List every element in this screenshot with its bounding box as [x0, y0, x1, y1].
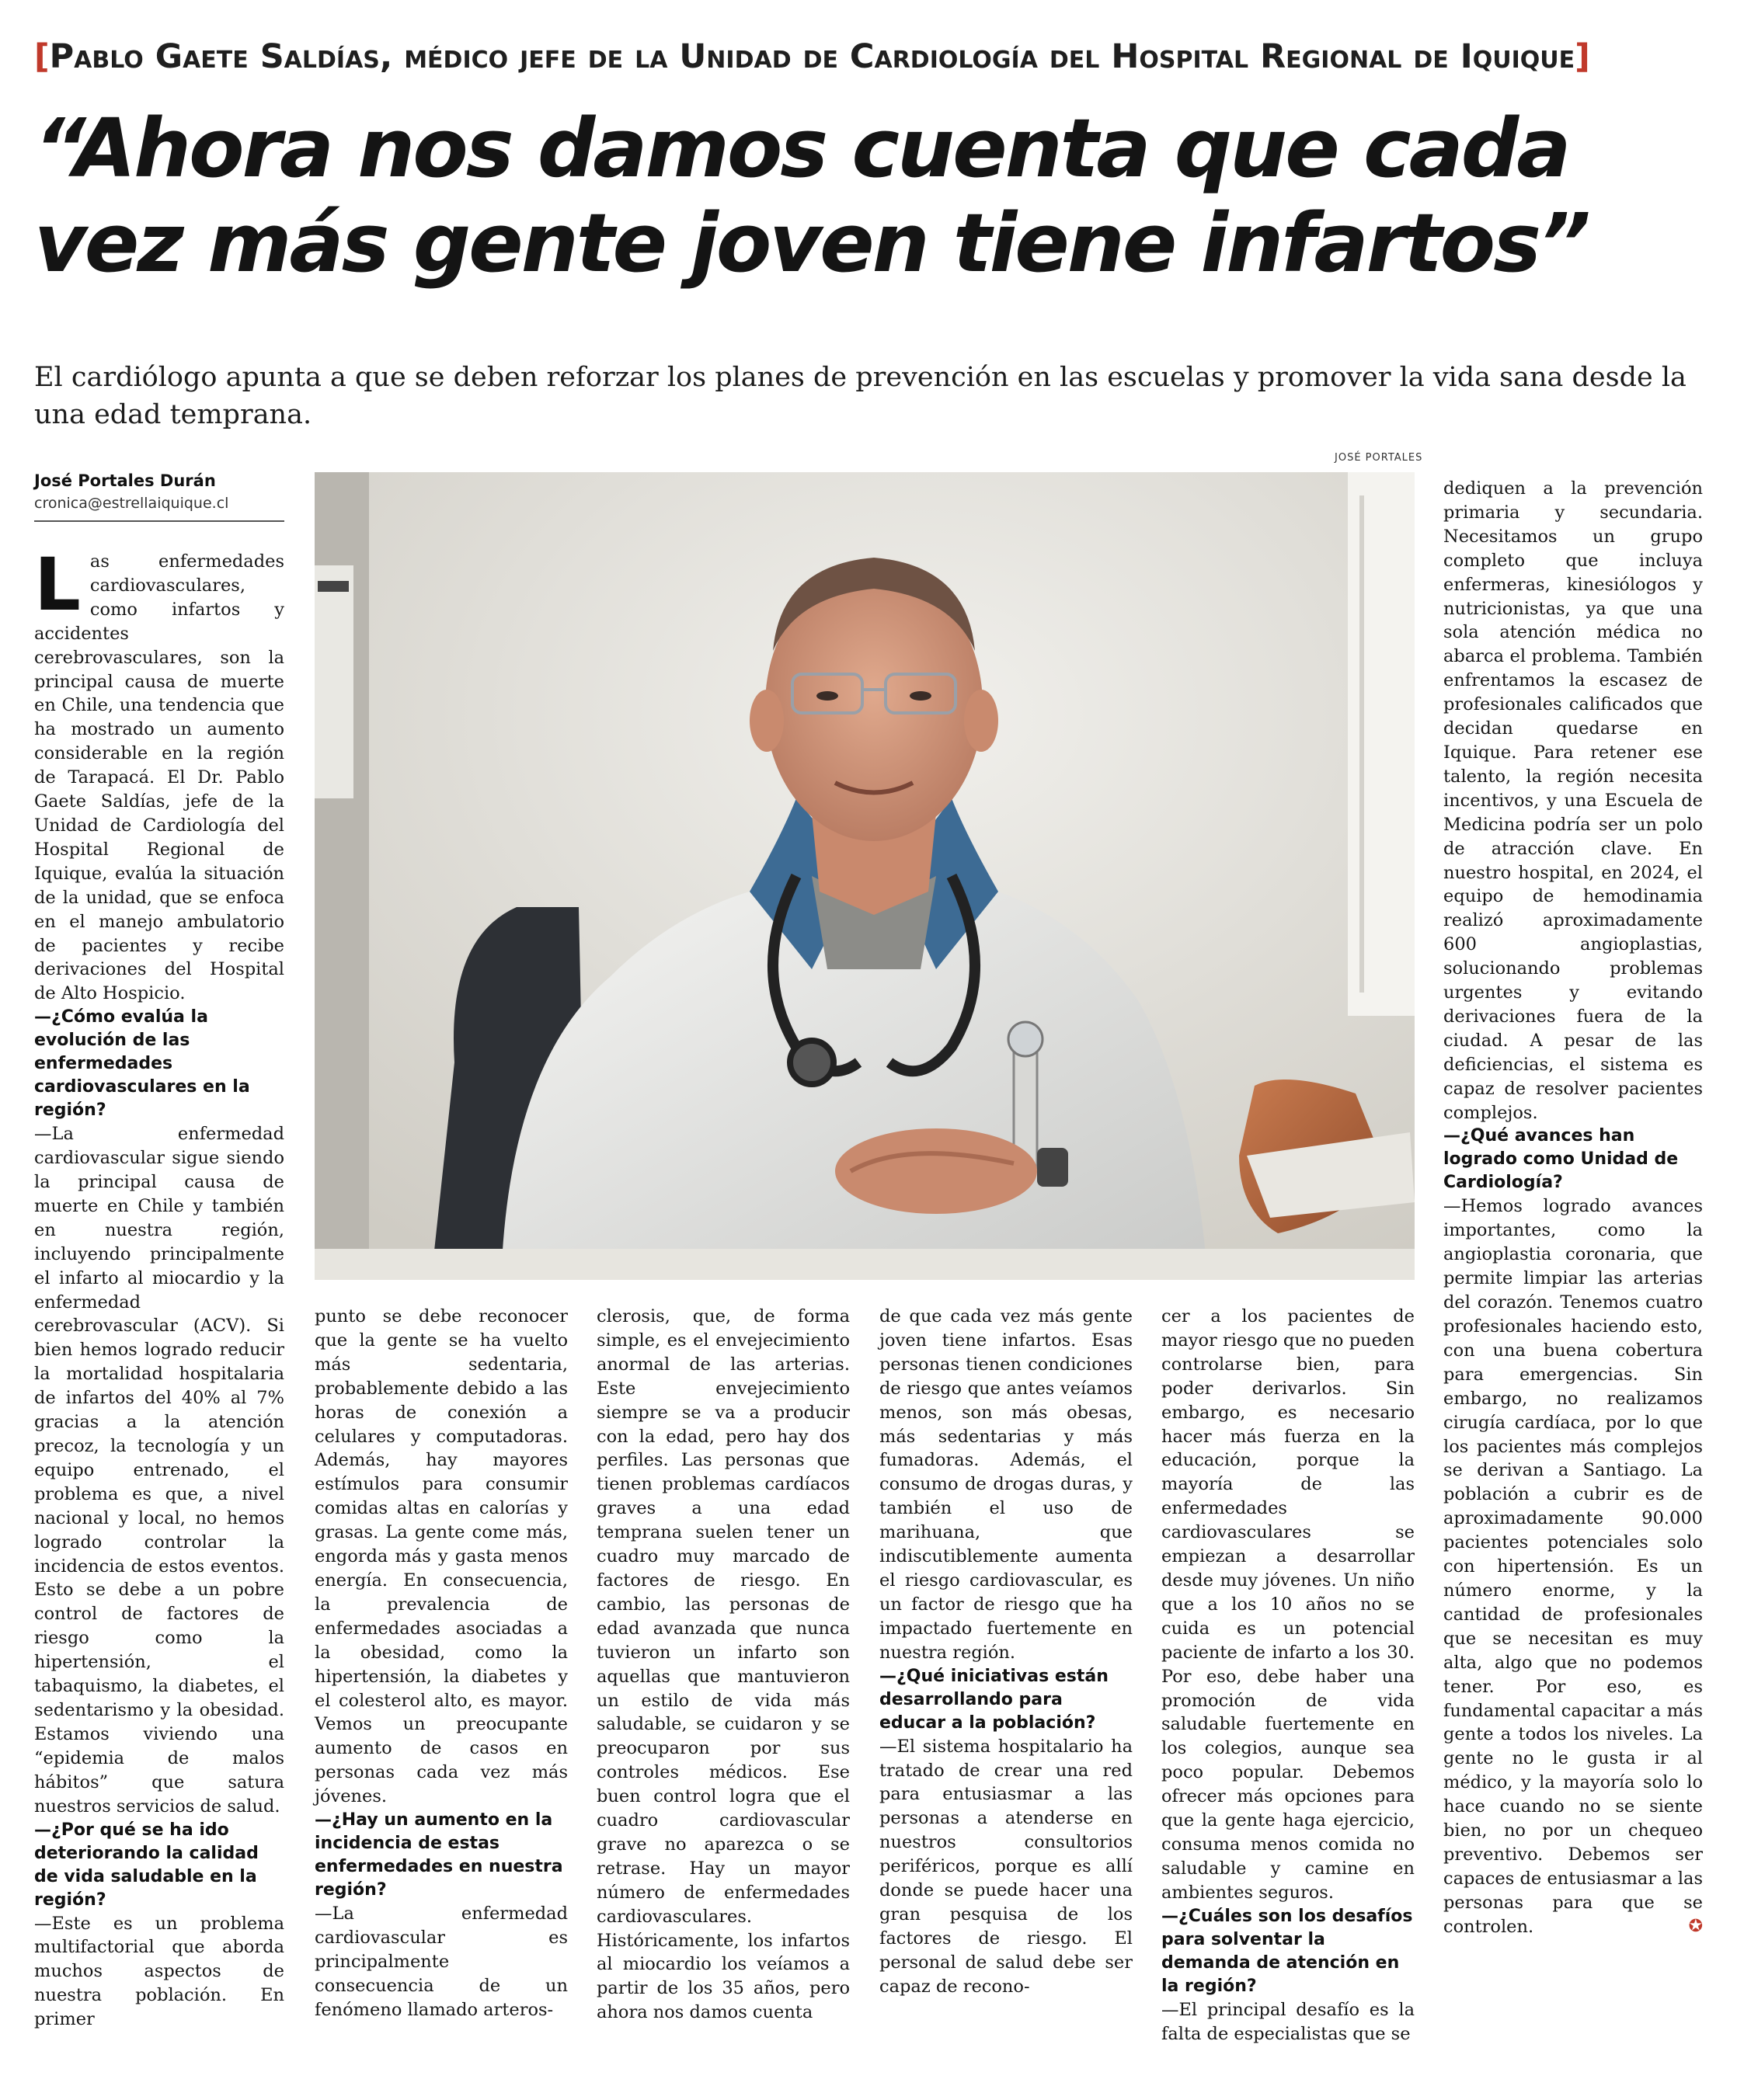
answer-5-start: —El principal desafío es la falta de especialistas que se: [1161, 1999, 1415, 2044]
column-6-text: dediquen a la prevención primaria y secundaria. Necesitamos un grupo completo que incluya enfermeras, kinesiólogos y nutricionistas, ya que una sola atención médica no abarca el problema. También enfrentamos la escasez de profesionales calificados que decidan quedarse en Iquique. Para retener ese talento, la región necesita incentivos, y una Escuela de Medicina podría ser un polo de atracción clave. En nuestro hospital, en 2024, el equipo de hemodinamia realizó aproximadamente 600 angioplastias, solucionando problemas urgentes y evitando derivaciones fuera de la ciudad. A pesar de las deficiencias, el sistema es capaz de resolver pacientes complejos.: [1443, 478, 1703, 1123]
lead-text: as enfermedades cardiovasculares, como infartos y accidentes cerebrovasculares, son la principal causa de muerte en Chile, una tendencia que ha mostrado un aumento considerable en la región de Tarapacá. El Dr. Pablo Gaete Saldías, jefe de la Unidad de Cardiología del Hospital Regional de Iquique, evalúa la situación de la unidad, que se enfoca en el manejo ambulatorio de pacientes y recibe derivaciones del Hospital de Alto Hospicio.: [34, 551, 284, 1004]
column-6: [1443, 477, 1703, 1939]
answer-2-start: —Este es un problema multifactorial que aborda muchos aspectos de nuestra población. En primer: [34, 1913, 284, 2030]
question-4: —¿Qué iniciativas están desarrollando para educar a la población?: [879, 1666, 1109, 1733]
doctor-portrait-image: [315, 472, 1415, 1280]
byline: [34, 469, 284, 522]
column-2-text: punto se debe reconocer que la gente se ha vuelto más sedentaria, probablemente debido a las horas de conexión a celulares y computadoras. Además, hay mayores estímulos para consumir comidas altas en calorías y grasas. La gente come más, engorda más y gasta menos energía. En consecuencia, la prevalencia de enfermedades asociadas a la obesidad, como la hipertensión, la diabetes y el colesterol alto, es mayor. Vemos un preocupante aumento de casos en personas cada vez más jóvenes.: [315, 1306, 568, 1807]
answer-1: —La enfermedad cardiovascular sigue siendo la principal causa de muerte en Chile y también en nuestra región, incluyendo principalmente el infarto al miocardio y la enfermedad cerebrovascular (ACV). Si bien hemos logrado reducir la mortalidad hospitalaria de infartos del 40% al 7% gracias a la atención precoz, la tecnología y un equipo entrenado, el problema es que, a nivel nacional y local, no hemos logrado controlar la incidencia de estos eventos. Esto se debe a un pobre control de factores de riesgo como la hipertensión, el tabaquismo, la diabetes, el sedentarismo y la obesidad. Estamos viviendo una “epidemia de malos hábitos” que satura nuestros servicios de salud.: [34, 1124, 284, 1817]
answer-6: [1443, 1194, 1703, 1938]
answer-6-text: —Hemos logrado avances importantes, como la angioplastia coronaria, que permite limpiar las arterias del corazón. Tenemos cuatro profesionales haciendo esto, con una buena cobertura para emergencias. Sin embargo, no realizamos cirugía cardíaca, por lo que los pacientes más complejos se derivan a Santiago. La población a cubrir es de aproximadamente 90.000 pacientes potenciales solo con hipertensión. Es un número enorme, y la cantidad de profesionales que se necesitan es muy alta, algo que no podemos tener. Por eso, es fundamental capacitar a más gente a todos los niveles. La gente no le gusta ir al médico, y la mayoría solo lo hace cuando no se siente bien, no por un chequeo preventivo. Debemos ser capaces de entusiasmar a las personas para que se controlen.: [1443, 1196, 1703, 1937]
doctor-photo: [315, 472, 1415, 1280]
column-2: [315, 1305, 568, 2022]
author-name: José Portales Durán: [34, 471, 216, 490]
question-1: —¿Cómo evalúa la evolución de las enfermedades cardiovasculares en la región?: [34, 1007, 250, 1121]
column-4-text: de que cada vez más gente joven tiene infartos. Esas personas tienen condiciones de riesgo que antes veíamos menos, son más obesas, más sedentarias y más fumadoras. Además, el consumo de drogas duras, y también el uso de marihuana, que indiscutiblemente aumenta el riesgo cardiovascular, es un factor de riesgo que ha impactado fuertemente en nuestra región.: [879, 1306, 1133, 1663]
question-5: —¿Cuáles son los desafíos para solventar la demanda de atención en la región?: [1161, 1906, 1413, 1996]
dropcap: L: [34, 543, 81, 628]
answer-3-start: —La enfermedad cardiovascular es principalmente consecuencia de un fenómeno llamado arteros-: [315, 1904, 568, 2020]
headline: “Ahora nos damos cuenta que cada vez más gente joven tiene infartos”: [34, 101, 1589, 290]
end-mark-icon: ✪: [1688, 1916, 1703, 1936]
answer-4-start: —El sistema hospitalario ha tratado de crear una red para entusiasmar a las personas a atenderse en nuestros consultorios periféricos, porque es allí donde se puede hacer una gran pesquisa de los factores de riesgo. El personal de salud debe ser capaz de recono-: [879, 1736, 1133, 1997]
lead-paragraph: [34, 543, 284, 1006]
column-4: [879, 1305, 1133, 1999]
subheadline: El cardiólogo apunta a que se deben reforzar los planes de prevención en las escuelas y promover la vida sana desde la una edad temprana.: [34, 362, 1687, 430]
kicker-text: Pablo Gaete Saldías, médico jefe de la Unidad de Cardiología del Hospital Regional de Iquique: [49, 37, 1575, 76]
question-6: —¿Qué avances han logrado como Unidad de Cardiología?: [1443, 1126, 1679, 1193]
author-email: cronica@estrellaiquique.cl: [34, 495, 229, 512]
column-1: [34, 543, 284, 2032]
column-3-text: clerosis, que, de forma simple, es el envejecimiento anormal de las arterias. Este envejecimiento siempre se va a producir con la edad, pero hay dos perfiles. Las personas que tienen problemas cardíacos graves a una edad temprana suelen tener un cuadro muy marcado de factores de riesgo. En cambio, las personas de edad avanzada que nunca tuvieron un infarto son aquellas que mantuvieron un estilo de vida más saludable, se cuidaron y se preocuparon por sus controles médicos. Ese buen control logra que el cuadro cardiovascular grave no aparezca o se retrase. Hay un mayor número de enfermedades cardiovasculares. Históricamente, los infartos al miocardio los veíamos a partir de los 35 años, pero ahora nos damos cuenta: [597, 1306, 850, 2023]
column-5-text: cer a los pacientes de mayor riesgo que no pueden controlarse bien, para poder derivarlos. Sin embargo, es necesario hacer más fuerza en la educación, porque la mayoría de las enfermedades cardiovasculares se empiezan a desarrollar desde muy jóvenes. Un niño que a los 10 años no se cuida es un potencial paciente de infarto a los 30. Por eso, debe haber una promoción de vida saludable fuertemente en los colegios, aunque sea poco popular. Debemos ofrecer más opciones para que la gente haga ejercicio, consuma menos comida no saludable y camine en ambientes seguros.: [1161, 1306, 1415, 1903]
column-5: [1161, 1305, 1415, 2046]
photo-credit: JOSÉ PORTALES: [1335, 452, 1423, 464]
question-3: —¿Hay un aumento en la incidencia de estas enfermedades en nuestra región?: [315, 1810, 563, 1900]
kicker: [Pablo Gaete Saldías, médico jefe de la Unidad de Cardiología del Hospital Regional de Iquique]: [34, 37, 1590, 76]
column-3: [597, 1305, 850, 2025]
question-2: —¿Por qué se ha ido deteriorando la calidad de vida saludable en la región?: [34, 1820, 259, 1910]
